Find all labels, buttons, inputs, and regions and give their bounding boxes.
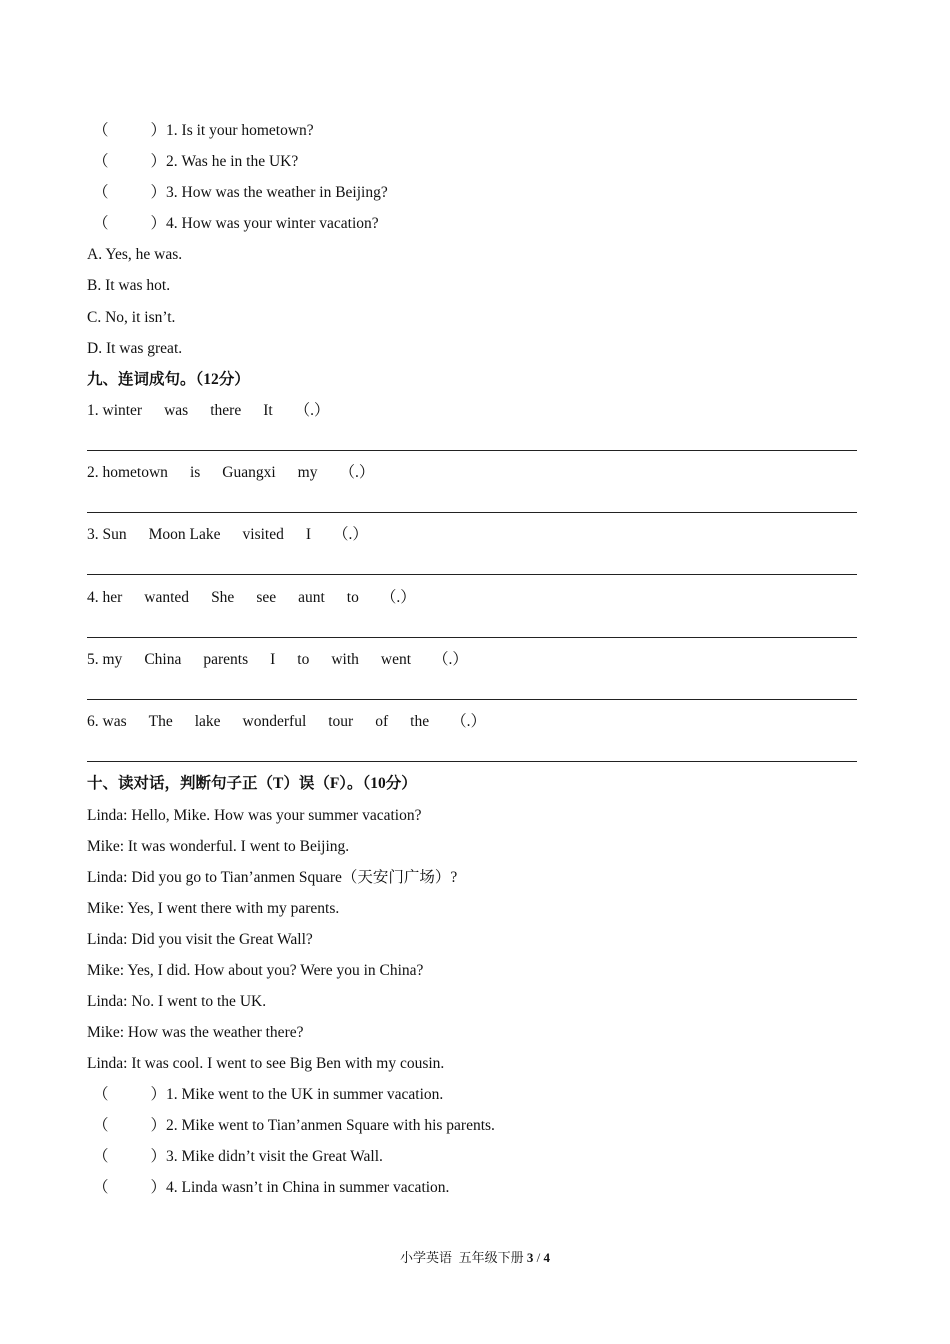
dialogue-line: Linda: Hello, Mike. How was your summer vacation?	[87, 807, 422, 824]
tf-statement: （ ）4. Linda wasn’t in China in summer vacation.	[93, 1179, 450, 1196]
tf-statement: （ ）3. Mike didn’t visit the Great Wall.	[93, 1148, 383, 1165]
page-number: 3	[526, 1250, 534, 1265]
answer-line[interactable]	[87, 637, 857, 638]
tf-statement: （ ）2. Mike went to Tian’anmen Square with his parents.	[93, 1117, 495, 1134]
dialogue-line: Linda: Did you visit the Great Wall?	[87, 931, 313, 948]
matching-question: （ ）1. Is it your hometown?	[93, 122, 314, 139]
matching-option: A. Yes, he was.	[87, 246, 183, 263]
matching-option: C. No, it isn’t.	[87, 309, 176, 326]
matching-option: B. It was hot.	[87, 277, 171, 294]
scramble-item-1: 1. winter was there It （.）	[87, 402, 330, 419]
scramble-item-2: 2. hometown is Guangxi my （.）	[87, 464, 375, 481]
page-total: 4	[543, 1250, 550, 1265]
dialogue-line: Linda: It was cool. I went to see Big Ben with my cousin.	[87, 1055, 445, 1072]
matching-question: （ ）2. Was he in the UK?	[93, 153, 299, 170]
answer-line[interactable]	[87, 450, 857, 451]
matching-option: D. It was great.	[87, 340, 183, 357]
dialogue-line: Mike: It was wonderful. I went to Beijing.	[87, 838, 350, 855]
page-footer: 小学英语 五年级下册 3 / 4	[400, 1250, 550, 1265]
scramble-item-4: 4. her wanted She see aunt to （.）	[87, 589, 416, 606]
dialogue-line: Mike: Yes, I did. How about you? Were you in China?	[87, 962, 424, 979]
section10-heading: 十、读对话，判断句子正（T）误（F）。（10分）	[87, 775, 417, 792]
dialogue-line: Mike: Yes, I went there with my parents.	[87, 900, 340, 917]
dialogue-line: Linda: Did you go to Tian’anmen Square（天安门广场）?	[87, 869, 458, 886]
answer-line[interactable]	[87, 699, 857, 700]
dialogue-line: Mike: How was the weather there?	[87, 1024, 304, 1041]
section9-heading: 九、连词成句。（12分）	[87, 371, 250, 388]
matching-question: （ ）3. How was the weather in Beijing?	[93, 184, 388, 201]
answer-line[interactable]	[87, 574, 857, 575]
answer-line[interactable]	[87, 512, 857, 513]
matching-question: （ ）4. How was your winter vacation?	[93, 215, 379, 232]
scramble-item-5: 5. my China parents I to with went （.）	[87, 651, 468, 668]
answer-line[interactable]	[87, 761, 857, 762]
scramble-item-3: 3. Sun Moon Lake visited I （.）	[87, 526, 368, 543]
dialogue-line: Linda: No. I went to the UK.	[87, 993, 267, 1010]
scramble-item-6: 6. was The lake wonderful tour of the （.）	[87, 713, 486, 730]
tf-statement: （ ）1. Mike went to the UK in summer vacation.	[93, 1086, 444, 1103]
